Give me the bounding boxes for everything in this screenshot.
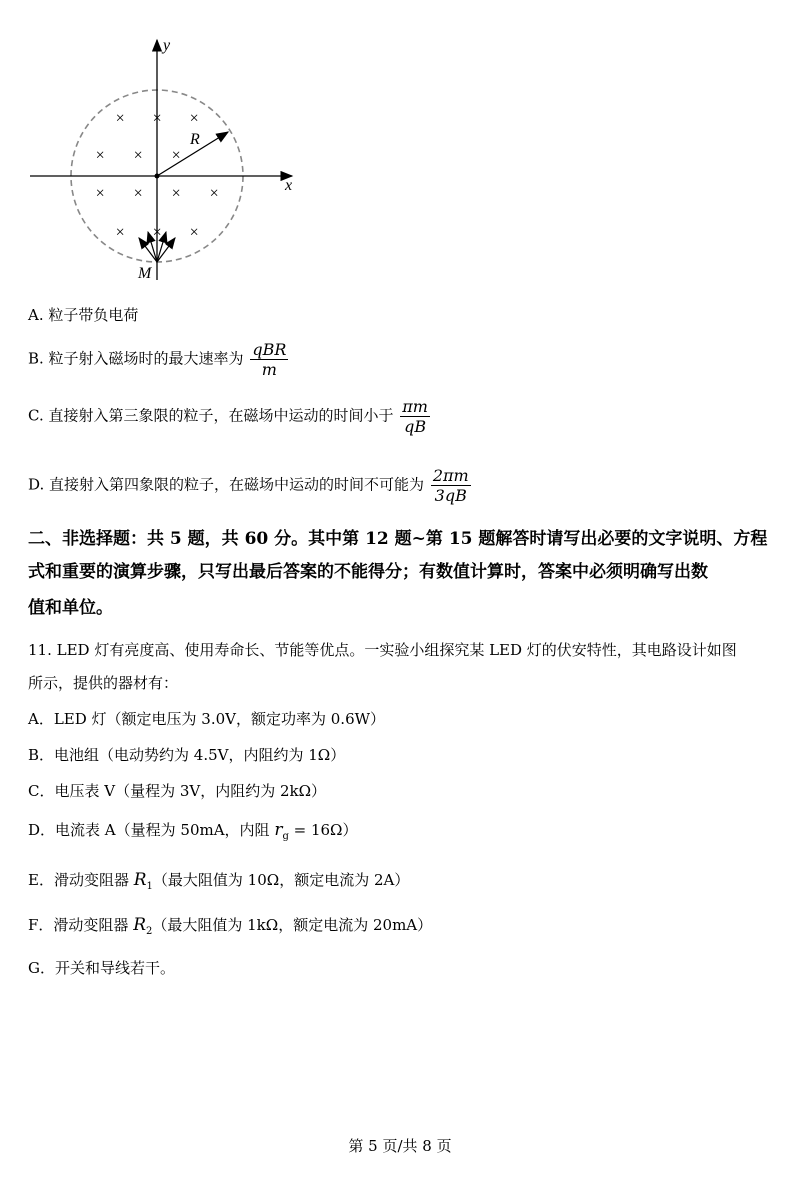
frac-num: qBR <box>252 340 287 359</box>
option-a: A. 粒子带负电荷 <box>28 306 139 324</box>
field-cross: × <box>170 185 182 202</box>
q11-item-a: A．LED 灯（额定电压为 3.0V，额定功率为 0.6W） <box>28 710 386 728</box>
q11-d-subscript: g <box>282 831 289 842</box>
section-heading-line3: 值和单位。 <box>28 598 113 618</box>
q11-item-e <box>28 870 409 897</box>
field-cross: × <box>114 224 126 241</box>
field-cross: × <box>188 110 200 127</box>
option-c <box>28 397 430 436</box>
q11-e-subscript: 1 <box>146 881 153 892</box>
field-cross: × <box>151 110 163 127</box>
field-cross: × <box>170 147 182 164</box>
q11-item-b: B．电池组（电动势约为 4.5V，内阻约为 1Ω） <box>28 746 346 764</box>
field-cross: × <box>114 110 126 127</box>
q11-f-symbol: R <box>133 915 146 935</box>
q11-f-subscript: 2 <box>146 926 153 937</box>
q11-item-g: G．开关和导线若干。 <box>28 959 175 977</box>
field-cross: × <box>132 185 144 202</box>
section-heading-line2: 式和重要的演算步骤，只写出最后答案的不能得分；有数值计算时，答案中必须明确写出数 <box>28 562 708 582</box>
q11-item-f <box>28 915 432 942</box>
option-d-text: D. 直接射入第四象限的粒子，在磁场中运动的时间不可能为 <box>28 475 425 494</box>
radius-label: R <box>190 131 200 148</box>
option-c-fraction <box>400 397 430 436</box>
page-footer: 第 5 页/共 8 页 <box>348 1137 452 1155</box>
frac-num: 2πm <box>432 466 469 485</box>
q11-item-c: C．电压表 V（量程为 3V，内阻约为 2kΩ） <box>28 782 327 800</box>
field-cross: × <box>208 185 220 202</box>
q11-e-pre: E．滑动变阻器 <box>28 871 134 889</box>
x-axis-label: x <box>285 177 293 194</box>
field-cross: × <box>188 224 200 241</box>
q11-d-pre: D．电流表 A（量程为 50mA，内阻 <box>28 821 275 839</box>
q11-e-symbol: R <box>133 870 147 890</box>
q11-d-symbol: r <box>274 820 283 840</box>
field-cross: × <box>94 185 106 202</box>
q11-item-d <box>28 820 358 847</box>
magnetic-field-figure <box>20 20 320 315</box>
field-cross: × <box>151 224 163 241</box>
y-axis-label: y <box>163 37 171 54</box>
q11-line2: 所示，提供的器材有： <box>28 674 179 692</box>
option-b <box>28 340 288 379</box>
q11-e-post: （最大阻值为 10Ω，额定电流为 2A） <box>152 871 410 889</box>
option-d <box>28 466 471 505</box>
option-b-text: B. 粒子射入磁场时的最大速率为 <box>28 349 244 368</box>
q11-f-pre: F．滑动变阻器 <box>28 916 134 934</box>
option-c-text: C. 直接射入第三象限的粒子，在磁场中运动的时间小于 <box>28 406 394 425</box>
q11-f-post: （最大阻值为 1kΩ，额定电流为 20mA） <box>152 916 433 934</box>
field-cross: × <box>94 147 106 164</box>
section-heading-line1: 二、非选择题：共 5 题，共 60 分。其中第 12 题~第 15 题解答时请写出必要的文字说明、方程 <box>28 529 768 549</box>
frac-den: m <box>261 360 277 379</box>
field-cross: × <box>132 147 144 164</box>
q11-line1: 11. LED 灯有亮度高、使用寿命长、节能等优点。一实验小组探究某 LED 灯的伏安特性，其电路设计如图 <box>28 641 737 659</box>
point-m-label: M <box>138 265 152 282</box>
option-b-fraction <box>250 340 288 379</box>
frac-num: πm <box>402 397 428 416</box>
option-d-fraction <box>431 466 471 505</box>
frac-den: qB <box>404 417 427 436</box>
q11-d-post: = 16Ω） <box>288 821 358 839</box>
frac-den: 3qB <box>434 486 467 505</box>
